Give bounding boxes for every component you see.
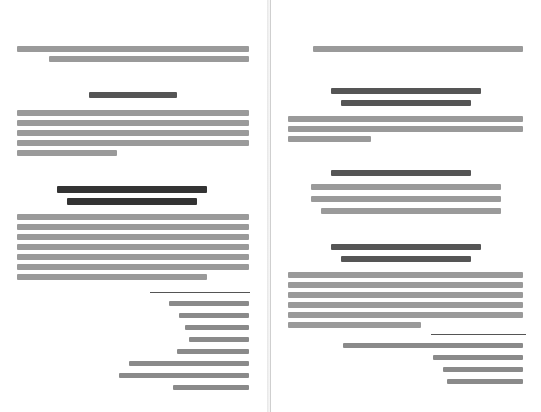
footnote-entry xyxy=(17,324,249,332)
footnote-rule xyxy=(431,334,526,335)
text-line xyxy=(288,292,523,298)
text-line xyxy=(288,302,523,308)
footnote-entry xyxy=(17,300,249,308)
text-line xyxy=(288,136,371,142)
text-line xyxy=(17,140,249,146)
text-line xyxy=(17,274,207,280)
verse-line xyxy=(57,186,207,193)
text-line xyxy=(17,110,249,116)
verse-line xyxy=(341,100,471,106)
text-line xyxy=(17,254,249,260)
left-page-number xyxy=(18,20,58,29)
verse-line xyxy=(331,170,471,176)
text-line xyxy=(288,282,523,288)
footnote-entry xyxy=(288,354,523,362)
text-line xyxy=(17,224,249,230)
text-line xyxy=(17,214,249,220)
footnote-entry xyxy=(17,372,249,380)
text-line xyxy=(17,234,249,240)
text-line xyxy=(288,126,523,132)
text-line xyxy=(17,150,117,156)
text-line xyxy=(49,56,249,62)
right-page-number xyxy=(289,20,329,29)
text-line xyxy=(311,184,501,190)
left-page xyxy=(0,0,268,412)
footnote-rule xyxy=(150,292,250,293)
verse-line xyxy=(67,198,197,205)
text-line xyxy=(288,116,523,122)
footnote-entry xyxy=(17,336,249,344)
verse-line xyxy=(89,92,177,98)
text-line xyxy=(17,244,249,250)
footnote-entry xyxy=(288,378,523,386)
footnote-entry xyxy=(288,342,523,350)
text-line xyxy=(288,312,523,318)
text-line xyxy=(17,46,249,52)
verse-line xyxy=(331,88,481,94)
verse-line xyxy=(331,244,481,250)
footnote-entry xyxy=(17,384,249,392)
right-page xyxy=(270,0,541,412)
footnote-entry xyxy=(17,312,249,320)
text-line xyxy=(17,120,249,126)
text-line xyxy=(288,322,421,328)
verse-line xyxy=(341,256,471,262)
text-line xyxy=(321,208,501,214)
text-line xyxy=(311,196,501,202)
text-line xyxy=(288,272,523,278)
text-line xyxy=(313,46,523,52)
right-running-head-title xyxy=(383,20,523,29)
footnote-entry xyxy=(288,366,523,374)
text-line xyxy=(17,130,249,136)
left-running-head-title xyxy=(129,20,249,29)
text-line xyxy=(17,264,249,270)
footnote-entry xyxy=(17,348,249,356)
footnote-entry xyxy=(17,360,249,368)
